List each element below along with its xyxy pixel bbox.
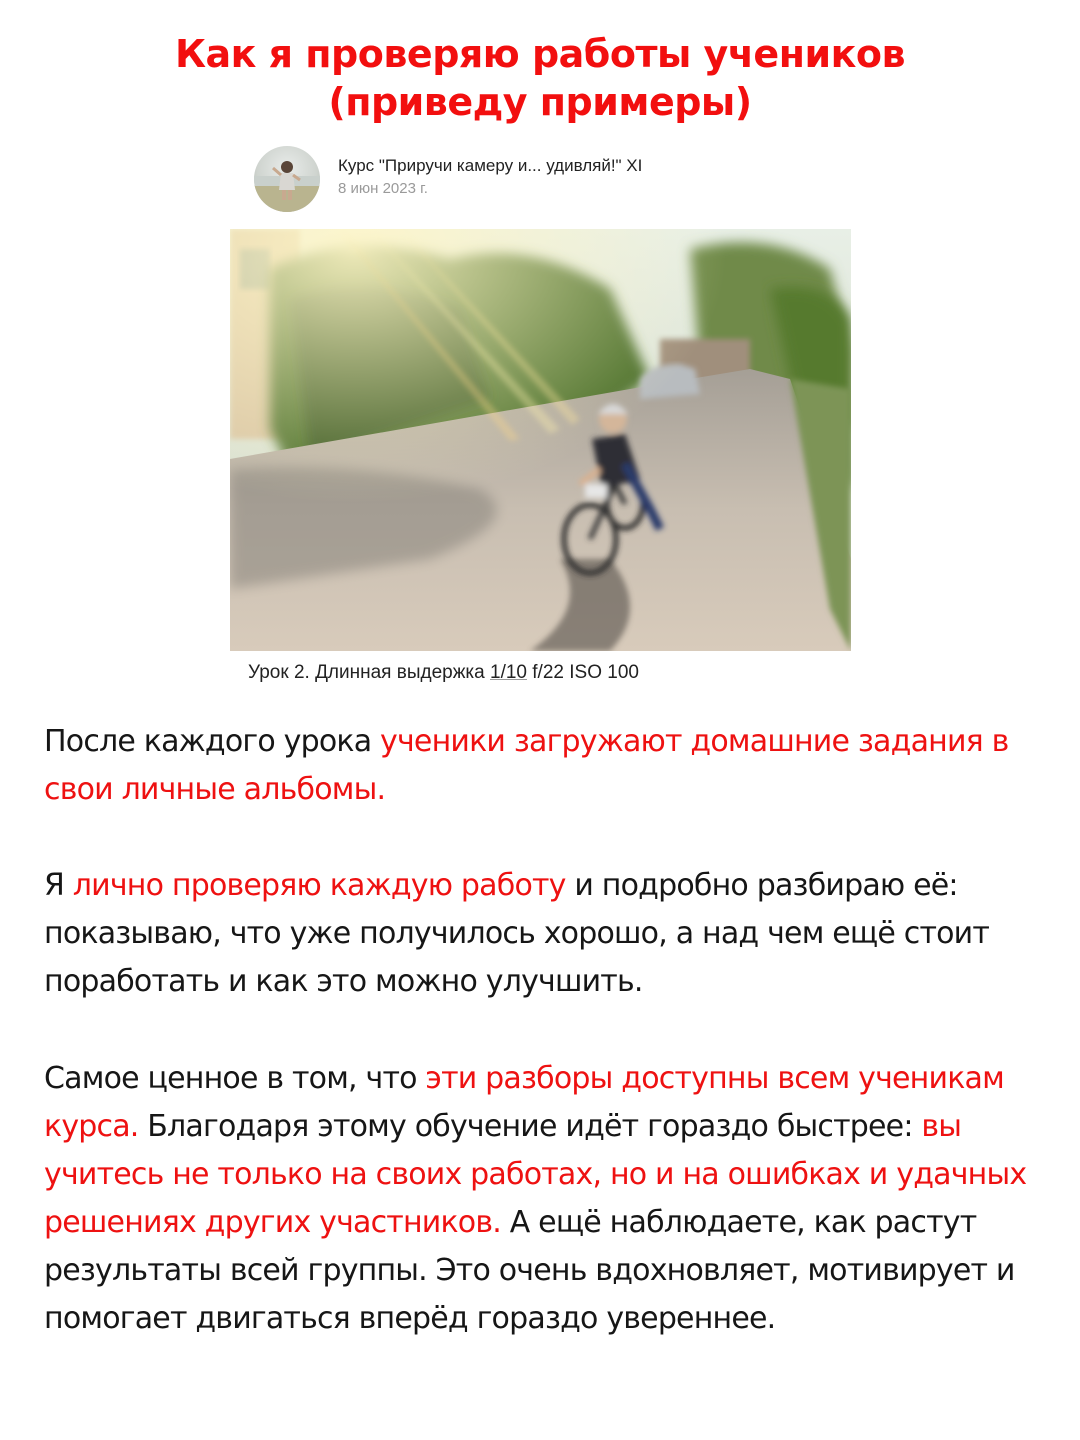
paragraph-3 [44, 1055, 1044, 1343]
caption-shutter-link[interactable]: 1/10 [490, 662, 527, 683]
title-line-1: Как я проверяю работы учеников [174, 32, 906, 76]
page-title [0, 30, 1080, 126]
paragraph-2-text-1: Я [44, 868, 73, 903]
post-author[interactable]: Курс "Приручи камеру и... удивляй!" XI [338, 156, 643, 175]
caption-prefix: Урок 2. Длинная выдержка [248, 662, 491, 683]
lesson-photo[interactable] [230, 229, 851, 651]
paragraph-2 [44, 862, 1044, 1006]
caption-suffix: f/22 ISO 100 [527, 662, 639, 683]
paragraph-2-highlight: лично проверяю каждую работу [72, 868, 566, 903]
paragraph-3-text-1: Самое ценное в том, что [44, 1061, 426, 1096]
paragraph-3-text-2: Благодаря этому обучение идёт гораздо быстрее: [138, 1109, 922, 1144]
post-header [254, 146, 854, 212]
paragraph-1 [44, 718, 1044, 814]
paragraph-3-text-3: А ещё наблюдаете, как растут результаты всей группы. Это очень вдохновляет, мотивирует и помогает двигаться вперёд гораздо увереннее. [44, 1205, 1015, 1336]
paragraph-3-highlight-2: вы учитесь не только на своих работах, но и на ошибках и удачных решениях других участников. [44, 1109, 1027, 1240]
photo-caption [248, 662, 639, 684]
paragraph-2-text-2: и подробно разбираю её: показываю, что уже получилось хорошо, а над чем ещё стоит поработать и как это можно улучшить. [44, 868, 990, 999]
paragraph-1-highlight: ученики загружают домашние задания в свои личные альбомы. [44, 724, 1009, 807]
avatar[interactable] [254, 146, 320, 212]
paragraph-3-highlight-1: эти разборы доступны всем ученикам курса. [44, 1061, 1004, 1144]
paragraph-1-text: После каждого урока [44, 724, 381, 759]
post-date: 8 июн 2023 г. [338, 180, 428, 197]
title-line-2: (приведу примеры) [328, 80, 752, 124]
